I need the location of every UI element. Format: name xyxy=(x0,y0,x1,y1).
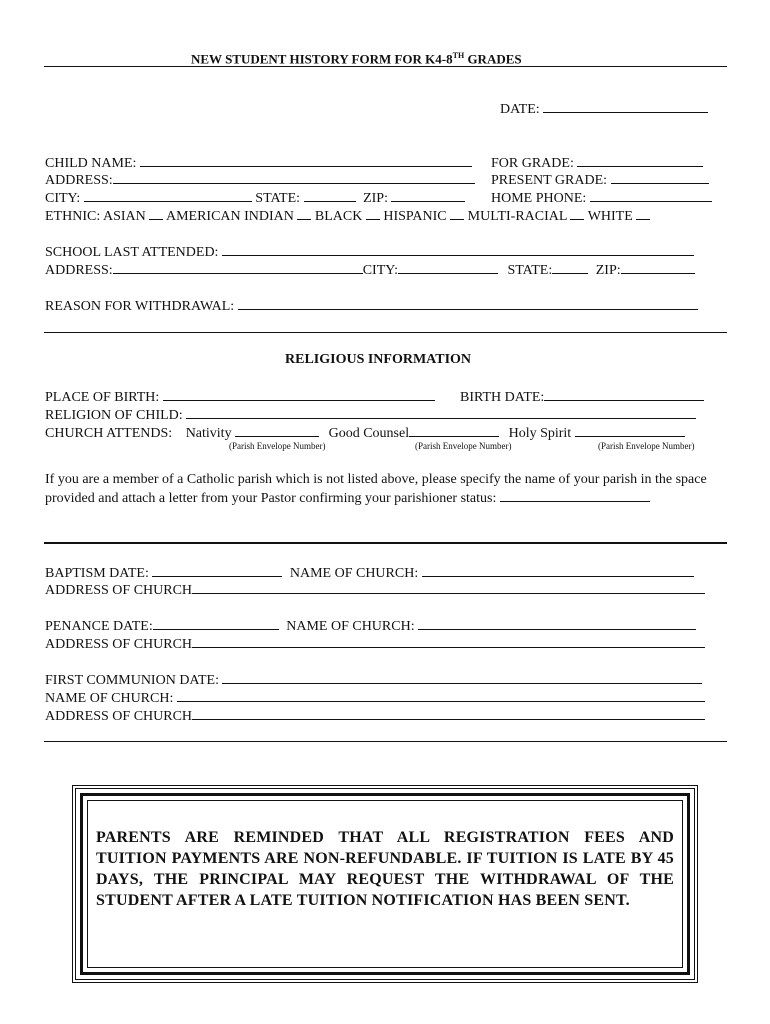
ethnic-label: ETHNIC: xyxy=(45,209,101,224)
penance-date-field[interactable] xyxy=(153,617,279,630)
penance-date-label: PENANCE DATE: xyxy=(45,619,153,634)
section-rule-3 xyxy=(44,741,727,742)
baptism-address-field[interactable] xyxy=(192,581,705,594)
school-zip-label: ZIP: xyxy=(595,263,621,278)
present-grade-label: PRESENT GRADE: xyxy=(491,173,608,188)
penance-address-field[interactable] xyxy=(192,635,705,648)
city-field[interactable] xyxy=(84,189,252,202)
penance-address-label: ADDRESS OF CHURCH xyxy=(45,637,193,652)
home-phone-row xyxy=(491,189,712,207)
child-address-field[interactable] xyxy=(113,171,475,184)
envelope-note-3: (Parish Envelope Number) xyxy=(598,441,695,451)
penance-church-label: NAME OF CHURCH: xyxy=(286,619,415,634)
church-holy-spirit-field[interactable] xyxy=(575,424,685,437)
school-city-label: CITY: xyxy=(362,263,398,278)
section-rule-2 xyxy=(44,542,727,544)
section-rule-1 xyxy=(44,332,727,333)
date-label: DATE: xyxy=(500,102,540,117)
communion-address-field[interactable] xyxy=(192,707,705,720)
baptism-church-field[interactable] xyxy=(422,564,694,577)
religion-row xyxy=(45,406,696,424)
place-of-birth-field[interactable] xyxy=(163,388,435,401)
zip-label: ZIP: xyxy=(363,191,388,206)
baptism-church-label: NAME OF CHURCH: xyxy=(289,566,419,581)
ethnic-check-asian[interactable] xyxy=(149,207,163,220)
school-last-attended-label: SCHOOL LAST ATTENDED: xyxy=(45,245,219,260)
child-city-row xyxy=(45,189,465,207)
church-holy-spirit-label: Holy Spirit xyxy=(508,426,572,441)
city-label: CITY: xyxy=(45,191,81,206)
for-grade-label: FOR GRADE: xyxy=(491,156,574,171)
envelope-note-2: (Parish Envelope Number) xyxy=(415,441,512,451)
first-communion-row xyxy=(45,671,702,689)
baptism-row xyxy=(45,564,694,582)
baptism-date-field[interactable] xyxy=(152,564,282,577)
ethnic-option-black: BLACK xyxy=(314,209,363,224)
ethnic-check-hispanic[interactable] xyxy=(450,207,464,220)
home-phone-label: HOME PHONE: xyxy=(491,191,587,206)
parish-note: If you are a member of a Catholic parish which is not listed above, please specify the name of your parish in the space provided and attach a letter from your Pastor confirming your parishioner status: xyxy=(45,472,707,506)
form-title: NEW STUDENT HISTORY FORM FOR K4-8TH GRADES xyxy=(191,51,522,67)
religion-label: RELIGION OF CHILD: xyxy=(45,408,183,423)
school-address-field[interactable] xyxy=(113,261,363,274)
notice-text: PARENTS ARE REMINDED THAT ALL REGISTRATION FEES AND TUITION PAYMENTS ARE NON-REFUNDABLE. IF TUITION IS LATE BY 45 DAYS, THE PRINCIPAL MAY REQUEST THE WITHDRAWAL OF THE STUDENT AFTER A LATE TUITION NOTIFICATION HAS BEEN SENT. xyxy=(96,829,674,909)
for-grade-row xyxy=(491,154,703,172)
religion-field[interactable] xyxy=(186,406,696,419)
school-last-attended-row xyxy=(45,243,694,261)
child-name-field[interactable] xyxy=(140,154,472,167)
baptism-date-label: BAPTISM DATE: xyxy=(45,566,149,581)
penance-address-row xyxy=(45,635,705,653)
communion-church-row xyxy=(45,689,705,707)
school-address-row xyxy=(45,261,695,279)
ethnic-option-american-indian: AMERICAN INDIAN xyxy=(165,209,294,224)
penance-row xyxy=(45,617,696,635)
ethnic-option-multi-racial: MULTI-RACIAL xyxy=(467,209,567,224)
birth-date-row xyxy=(460,388,704,406)
school-address-label: ADDRESS: xyxy=(45,263,113,278)
religious-heading: RELIGIOUS INFORMATION xyxy=(285,352,472,367)
school-zip-field[interactable] xyxy=(621,261,695,274)
ethnic-option-hispanic: HISPANIC xyxy=(383,209,447,224)
baptism-address-label: ADDRESS OF CHURCH xyxy=(45,583,193,598)
envelope-note-1: (Parish Envelope Number) xyxy=(229,441,326,451)
church-nativity-label: Nativity xyxy=(185,426,232,441)
state-field[interactable] xyxy=(304,189,356,202)
penance-church-field[interactable] xyxy=(418,617,696,630)
church-attends-row xyxy=(45,424,685,442)
state-label: STATE: xyxy=(255,191,301,206)
first-communion-label: FIRST COMMUNION DATE: xyxy=(45,673,219,688)
church-nativity-field[interactable] xyxy=(235,424,319,437)
communion-address-row xyxy=(45,707,705,725)
date-field[interactable] xyxy=(543,100,708,113)
home-phone-field[interactable] xyxy=(590,189,712,202)
title-rule xyxy=(44,66,727,67)
for-grade-field[interactable] xyxy=(577,154,703,167)
baptism-address-row xyxy=(45,581,705,599)
ethnic-option-asian: ASIAN xyxy=(102,209,146,224)
church-good-counsel-label: Good Counsel xyxy=(328,426,410,441)
present-grade-field[interactable] xyxy=(611,171,709,184)
ethnic-row xyxy=(45,207,650,225)
communion-church-field[interactable] xyxy=(177,689,705,702)
child-address-label: ADDRESS: xyxy=(45,173,113,188)
church-attends-label: CHURCH ATTENDS: xyxy=(45,426,173,441)
birth-date-label: BIRTH DATE: xyxy=(460,390,545,405)
child-name-label: CHILD NAME: xyxy=(45,156,137,171)
ethnic-check-black[interactable] xyxy=(366,207,380,220)
zip-field[interactable] xyxy=(391,189,465,202)
withdrawal-label: REASON FOR WITHDRAWAL: xyxy=(45,299,235,314)
notice-box xyxy=(72,785,698,983)
school-state-label: STATE: xyxy=(507,263,553,278)
school-last-attended-field[interactable] xyxy=(222,243,694,256)
parish-name-field[interactable] xyxy=(500,489,650,502)
withdrawal-field[interactable] xyxy=(238,297,698,310)
church-good-counsel-field[interactable] xyxy=(409,424,499,437)
place-of-birth-label: PLACE OF BIRTH: xyxy=(45,390,160,405)
school-state-field[interactable] xyxy=(552,261,588,274)
withdrawal-row xyxy=(45,297,698,315)
first-communion-field[interactable] xyxy=(222,671,702,684)
ethnic-option-white: WHITE xyxy=(587,209,633,224)
child-address-row xyxy=(45,171,475,189)
ethnic-check-white[interactable] xyxy=(636,207,650,220)
date-row xyxy=(500,100,708,118)
present-grade-row xyxy=(491,171,709,189)
ethnic-check-american-indian[interactable] xyxy=(297,207,311,220)
child-name-row xyxy=(45,154,472,172)
ethnic-check-multi-racial[interactable] xyxy=(570,207,584,220)
birth-date-field[interactable] xyxy=(544,388,704,401)
communion-address-label: ADDRESS OF CHURCH xyxy=(45,709,193,724)
school-city-field[interactable] xyxy=(398,261,498,274)
communion-church-label: NAME OF CHURCH: xyxy=(45,691,174,706)
place-of-birth-row xyxy=(45,388,435,406)
